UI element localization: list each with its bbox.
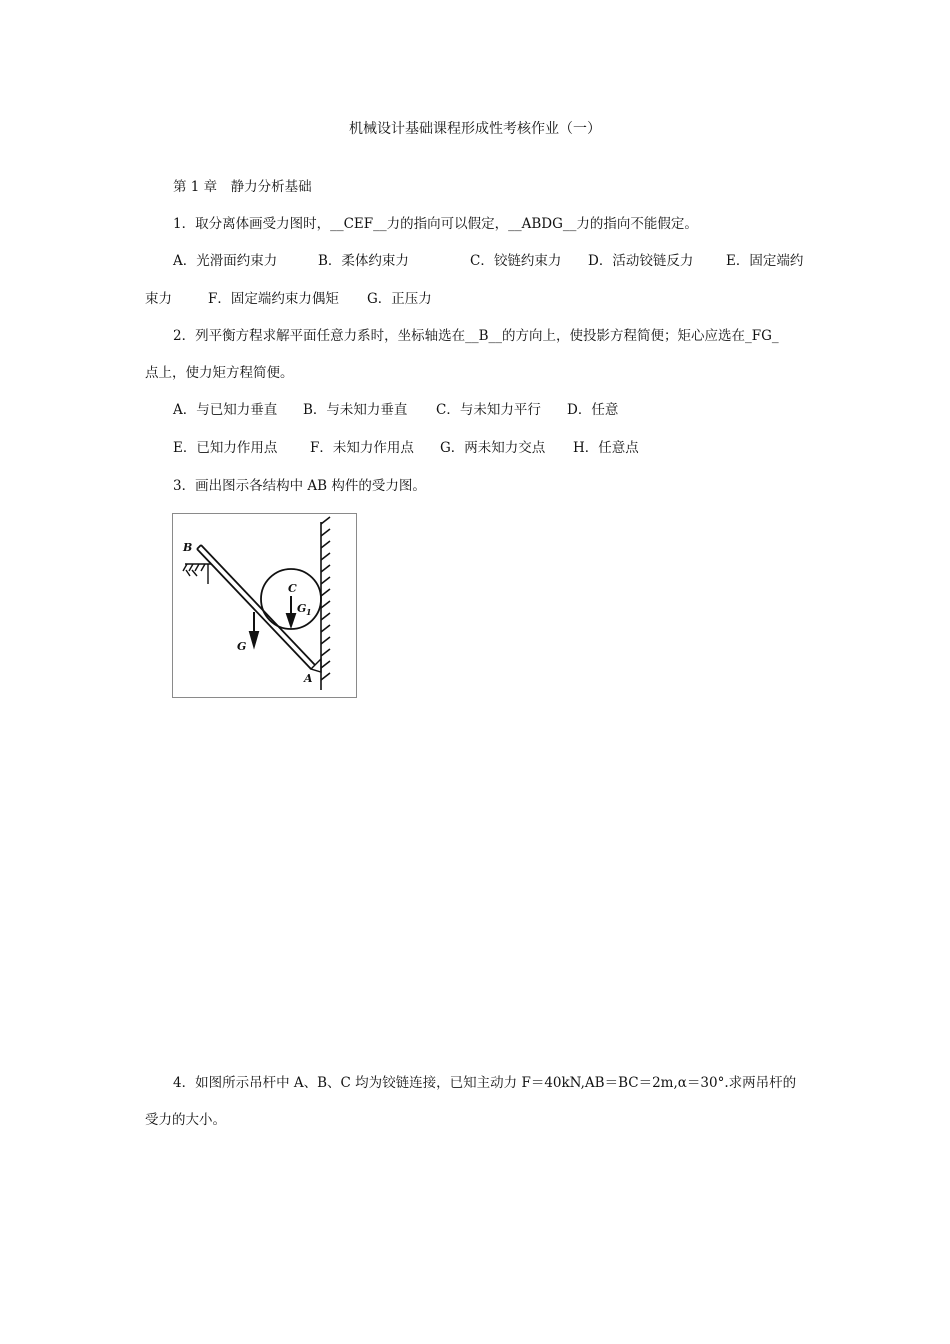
q2-option-h: H．任意点 <box>573 440 639 456</box>
q2-option-a: A．与已知力垂直 <box>173 402 278 418</box>
q1-option-e-cont: 束力 <box>145 291 172 307</box>
label-a: A <box>304 672 313 685</box>
q2-option-c: C．与未知力平行 <box>436 402 541 418</box>
structure-diagram <box>173 514 356 697</box>
q2-option-f: F．未知力作用点 <box>310 440 414 456</box>
q2-option-d: D．任意 <box>567 402 619 418</box>
label-g: G <box>237 640 247 653</box>
end-a-marker <box>311 659 321 672</box>
label-c: C <box>288 582 297 595</box>
force-g-arrow <box>250 612 258 646</box>
force-g1-arrow <box>287 596 295 626</box>
label-g1: G <box>297 602 307 615</box>
right-wall <box>321 517 330 690</box>
question-4-text-line-2: 受力的大小。 <box>145 1112 226 1128</box>
left-support <box>183 564 211 584</box>
label-b: B <box>183 541 193 554</box>
q1-option-a: A．光滑面约束力 <box>173 253 278 269</box>
question-2-text-line-2: 点上，使力矩方程简便。 <box>145 365 294 381</box>
question-4-text-line-1: 4．如图所示吊杆中 A、B、C 均为铰链连接，已知主动力 F＝40kN,AB＝BC＝2m,α＝30°.求两吊杆的 <box>173 1075 797 1091</box>
q1-option-c: C．铰链约束力 <box>470 253 562 269</box>
structure-figure <box>172 513 357 698</box>
q1-option-g: G．正压力 <box>367 291 432 307</box>
q1-option-e: E．固定端约 <box>726 253 804 269</box>
question-1-text: 1．取分离体画受力图时，__CEF__力的指向可以假定，__ABDG__力的指向不能假定。 <box>173 216 698 232</box>
q1-option-d: D．活动铰链反力 <box>588 253 694 269</box>
q2-option-b: B．与未知力垂直 <box>303 402 408 418</box>
q1-option-b: B．柔体约束力 <box>318 253 409 269</box>
q1-option-f: F．固定端约束力偶矩 <box>208 291 339 307</box>
q2-option-g: G．两未知力交点 <box>440 440 546 456</box>
question-3-text: 3．画出图示各结构中 AB 构件的受力图。 <box>173 478 426 494</box>
chapter-heading: 第 1 章 静力分析基础 <box>173 179 312 195</box>
document-title: 机械设计基础课程形成性考核作业（一） <box>349 121 601 137</box>
q2-option-e: E．已知力作用点 <box>173 440 278 456</box>
question-2-text-line-1: 2．列平衡方程求解平面任意力系时，坐标轴选在__B__的方向上，使投影方程简便；矩心应选在_FG_ <box>173 328 779 344</box>
label-g1-subscript: 1 <box>306 607 312 617</box>
